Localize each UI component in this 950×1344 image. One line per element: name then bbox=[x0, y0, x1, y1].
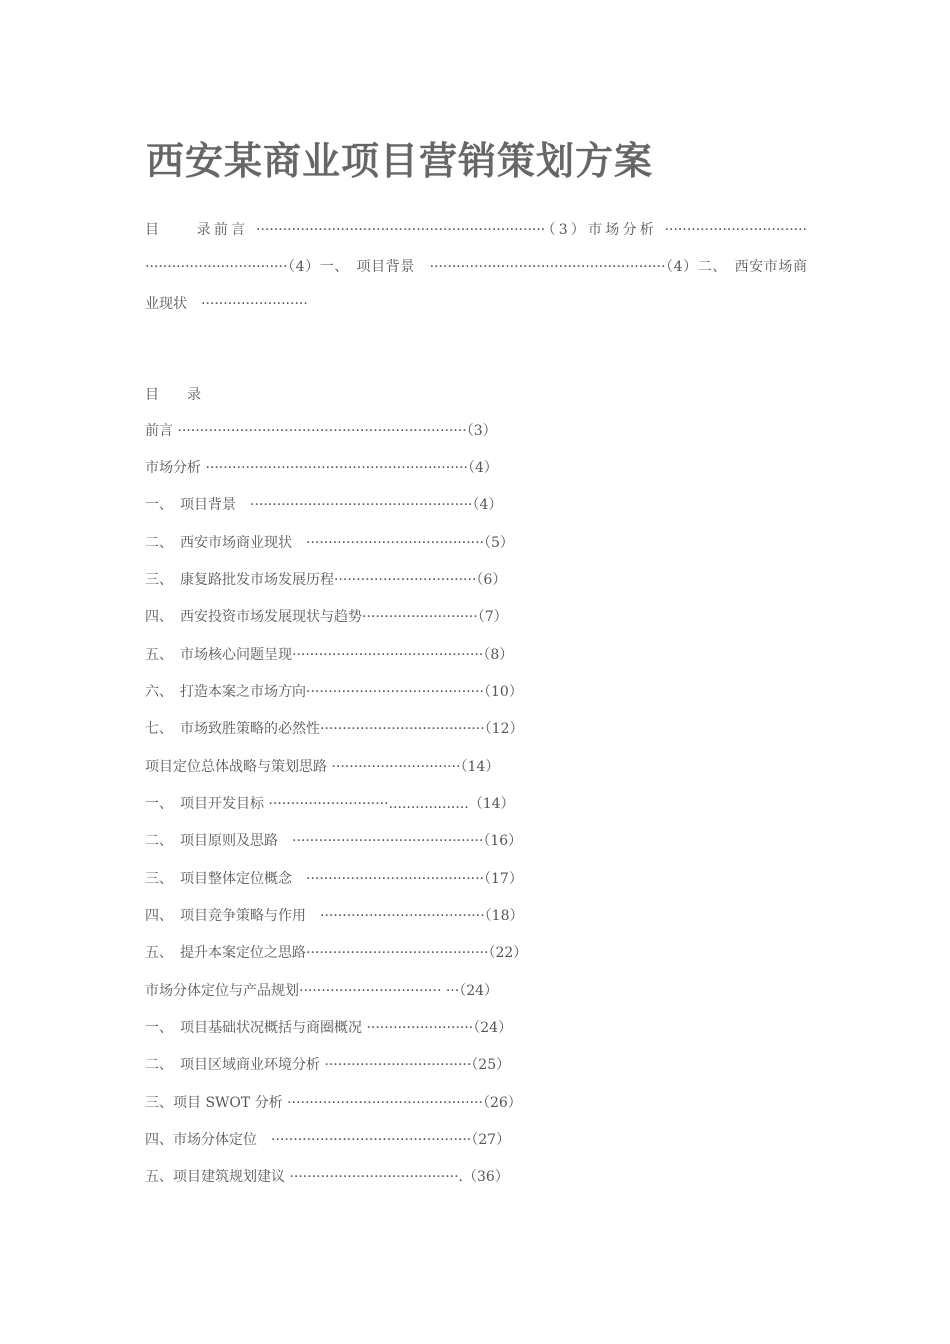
toc-entry: 前言 ·································································（3） bbox=[145, 423, 497, 439]
toc-entry: 市场分析 ···························································（4） bbox=[145, 460, 498, 476]
toc-entry: 五、项目建筑规划建议 ······································.（36） bbox=[145, 1169, 509, 1185]
toc-entry: 三、 项目整体定位概念 ········································（17） bbox=[145, 871, 523, 887]
toc-entry: 三、项目 SWOT 分析 ············································（26） bbox=[145, 1095, 522, 1111]
toc-entry: 四、市场分体定位 ·············································（27） bbox=[145, 1132, 511, 1148]
toc-entry: 二、 西安市场商业现状 ········································（5） bbox=[145, 535, 514, 551]
toc-entry: 六、 打造本案之市场方向········································（10） bbox=[145, 684, 523, 700]
toc-heading: 目 录 bbox=[145, 387, 201, 403]
toc-entry: 七、 市场致胜策略的必然性·····································（12） bbox=[145, 721, 524, 737]
toc-entry: 一、 项目背景 ··················································（4） bbox=[145, 497, 503, 513]
toc-entry: 二、 项目区域商业环境分析 ·································（25） bbox=[145, 1057, 511, 1073]
document-title: 西安某商业项目营销策划方案 bbox=[146, 138, 654, 183]
toc-entry: 四、 项目竞争策略与作用 ·····································（18） bbox=[145, 908, 524, 924]
toc-entry: 一、 项目基础状况概括与商圈概况 ························（24） bbox=[145, 1020, 513, 1036]
toc-entry: 项目定位总体战略与策划思路 ·····························（14） bbox=[145, 759, 500, 775]
summary-paragraph: 目 录前言 ·································································（3）市场分析 ································ ································（4）一、 项目背景 ·····················································（4）二、 西安市场商业现状 ························ bbox=[145, 222, 807, 312]
toc-entry: 三、 康复路批发市场发展历程································（6） bbox=[145, 572, 507, 588]
toc-entry: 二、 项目原则及思路 ···········································（16） bbox=[145, 833, 523, 849]
toc-entry: 五、 提升本案定位之思路·········································（22） bbox=[145, 945, 528, 961]
toc-entry: 五、 市场核心问题呈现···········································（8） bbox=[145, 647, 514, 663]
toc-entry: 四、 西安投资市场发展现状与趋势··························（7） bbox=[145, 609, 508, 625]
toc-entry: 市场分体定位与产品规划································ ···（24） bbox=[145, 983, 499, 999]
toc-entry: 一、 项目开发目标 ···························..................（14） bbox=[145, 796, 515, 812]
